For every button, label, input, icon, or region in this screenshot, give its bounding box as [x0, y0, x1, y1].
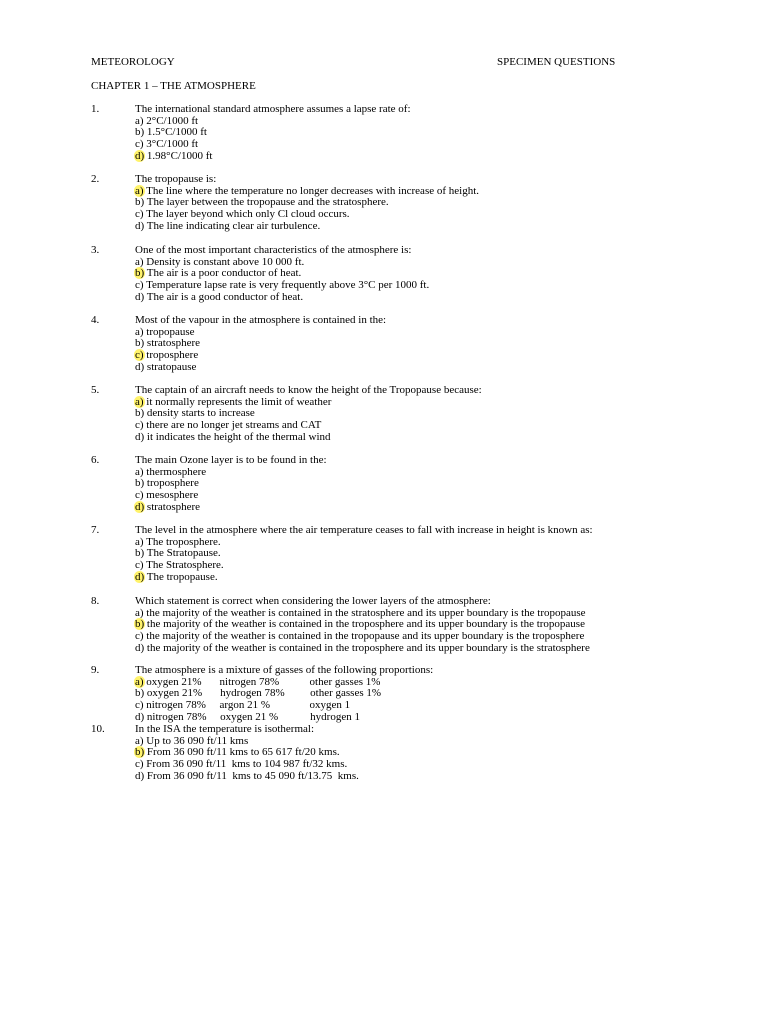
answer-option-d [135, 572, 593, 584]
question-stem: The level in the atmosphere where the air temperature ceases to fall with increase in height is known as: [135, 524, 593, 536]
correct-answer-marker: d) [135, 500, 145, 513]
option-letter: a) [135, 465, 144, 478]
correct-answer-marker: b) [135, 746, 145, 759]
option-column-3: oxygen 1 [309, 699, 351, 712]
answer-option-d [135, 362, 386, 374]
option-letter: d) [135, 710, 145, 723]
option-letter: d) [135, 219, 145, 232]
answer-option-d [135, 643, 590, 655]
option-column-1: nitrogen 78% [143, 699, 206, 712]
option-text: 1.5°C/1000 ft [144, 126, 207, 139]
option-letter: c) [135, 138, 144, 151]
question-body [135, 724, 359, 783]
option-text: the majority of the weather is contained in the troposphere and its upper boundary is the tropopause [144, 618, 585, 631]
correct-answer-marker: a) [135, 395, 144, 408]
option-text: there are no longer jet streams and CAT [143, 419, 322, 432]
question-number: 10. [91, 723, 105, 735]
question-number: 4. [91, 314, 100, 326]
option-column-3: hydrogen 1 [310, 710, 360, 723]
correct-answer-marker: d) [135, 149, 145, 162]
answer-option-d [135, 771, 359, 783]
question-stem: The main Ozone layer is to be found in the: [135, 454, 327, 466]
option-column-3: other gasses 1% [309, 675, 381, 688]
option-column-1: oxygen 21% [143, 675, 202, 688]
question-number: 2. [91, 173, 100, 185]
option-text: stratosphere [144, 337, 201, 350]
option-text: tropopause [143, 325, 195, 338]
option-text: density starts to increase [144, 407, 255, 420]
option-text: Up to 36 090 ft/11 kms [143, 734, 249, 747]
answer-option-d [135, 292, 429, 304]
option-text: the majority of the weather is contained in the tropopause and its upper boundary is the troposphere [143, 630, 585, 643]
answer-option-d [135, 432, 482, 444]
option-letter: c) [135, 489, 144, 502]
question-number: 3. [91, 244, 100, 256]
option-letter: b) [135, 477, 145, 490]
option-letter: b) [135, 337, 145, 350]
question-number: 6. [91, 454, 100, 466]
option-text: it normally represents the limit of weather [143, 395, 332, 408]
option-letter: a) [135, 606, 144, 619]
option-text: 2°C/1000 ft [143, 114, 199, 127]
option-letter: c) [135, 699, 144, 712]
option-column-2: argon 21 % [219, 699, 271, 712]
option-text: the majority of the weather is contained in the troposphere and its upper boundary is the stratosphere [144, 641, 590, 654]
question-number: 8. [91, 595, 100, 607]
question-stem: The international standard atmosphere assumes a lapse rate of: [135, 103, 411, 115]
option-text: The tropopause. [144, 570, 218, 583]
answer-option-d [135, 712, 433, 724]
option-letter: c) [135, 559, 144, 572]
answer-option-d [135, 221, 479, 233]
option-text: The line where the temperature no longer decreases with increase of height. [143, 184, 480, 197]
question-stem: The captain of an aircraft needs to know the height of the Tropopause because: [135, 384, 482, 396]
question-stem: In the ISA the temperature is isothermal: [135, 723, 315, 735]
question-body [135, 455, 327, 514]
question-body [135, 665, 433, 724]
question-stem: The atmosphere is a mixture of gasses of the following proportions: [135, 664, 434, 676]
option-text: 3°C/1000 ft [143, 138, 199, 151]
option-column-1: oxygen 21% [144, 687, 203, 700]
correct-answer-marker: b) [135, 267, 145, 280]
question-stem: The tropopause is: [135, 173, 217, 185]
option-text: the majority of the weather is contained in the stratosphere and its upper boundary is the tropopause [143, 606, 586, 619]
question-body [135, 596, 590, 655]
option-text: mesosphere [143, 489, 199, 502]
option-letter: d) [135, 430, 145, 443]
option-text: thermosphere [143, 465, 207, 478]
option-letter: d) [135, 769, 145, 782]
option-letter: a) [135, 535, 144, 548]
option-letter: a) [135, 114, 144, 127]
option-letter: b) [135, 196, 145, 209]
option-text: 1.98°C/1000 ft [144, 149, 213, 162]
option-text: From 36 090 ft/11 kms to 65 617 ft/20 kms. [144, 746, 340, 759]
option-letter: d) [135, 641, 145, 654]
option-text: Temperature lapse rate is very frequently above 3°C per 1000 ft. [143, 279, 430, 292]
correct-answer-marker: d) [135, 570, 145, 583]
option-column-3: other gasses 1% [310, 687, 382, 700]
question-body [135, 245, 429, 304]
option-letter: c) [135, 208, 144, 221]
option-column-1: nitrogen 78% [144, 710, 207, 723]
answer-option-d [135, 151, 411, 163]
option-letter: a) [135, 325, 144, 338]
question-number: 9. [91, 664, 100, 676]
option-letter: d) [135, 360, 145, 373]
question-number: 7. [91, 524, 100, 536]
option-letter: b) [135, 687, 145, 700]
option-letter: b) [135, 126, 145, 139]
option-text: The air is a poor conductor of heat. [144, 267, 302, 280]
option-text: The air is a good conductor of heat. [144, 290, 304, 303]
question-stem: Which statement is correct when considering the lower layers of the atmosphere: [135, 595, 491, 607]
option-text: The Stratosphere. [143, 559, 224, 572]
header-title: SPECIMEN QUESTIONS [497, 56, 616, 68]
option-letter: a) [135, 734, 144, 747]
question-stem: One of the most important characteristics of the atmosphere is: [135, 244, 412, 256]
option-letter: b) [135, 407, 145, 420]
correct-answer-marker: b) [135, 618, 145, 631]
option-text: stratopause [144, 360, 197, 373]
answer-option-d [135, 502, 327, 514]
question-body [135, 174, 479, 233]
option-column-2: hydrogen 78% [220, 687, 285, 700]
chapter-heading: CHAPTER 1 – THE ATMOSPHERE [91, 80, 256, 92]
correct-answer-marker: c) [135, 349, 144, 362]
question-body [135, 315, 386, 374]
option-column-2: nitrogen 78% [219, 675, 280, 688]
option-letter: a) [135, 255, 144, 268]
option-text: From 36 090 ft/11 kms to 104 987 ft/32 kms. [143, 758, 348, 771]
question-body [135, 385, 482, 444]
question-stem: Most of the vapour in the atmosphere is contained in the: [135, 314, 387, 326]
option-letter: c) [135, 630, 144, 643]
option-text: Density is constant above 10 000 ft. [143, 255, 305, 268]
option-letter: b) [135, 547, 145, 560]
option-text: The Stratopause. [144, 547, 221, 560]
correct-answer-marker: a) [135, 675, 144, 688]
option-text: it indicates the height of the thermal wind [144, 430, 331, 443]
option-text: troposphere [143, 349, 199, 362]
header-subject: METEOROLOGY [91, 56, 175, 68]
option-text: stratosphere [144, 500, 201, 513]
question-number: 5. [91, 384, 100, 396]
option-text: The troposphere. [143, 535, 221, 548]
option-column-2: oxygen 21 % [220, 710, 279, 723]
option-letter: c) [135, 279, 144, 292]
option-letter: d) [135, 290, 145, 303]
option-text: troposphere [144, 477, 199, 490]
option-letter: c) [135, 758, 144, 771]
option-text: From 36 090 ft/11 kms to 45 090 ft/13.75 kms. [144, 769, 359, 782]
option-text: The layer between the tropopause and the stratosphere. [144, 196, 389, 209]
correct-answer-marker: a) [135, 184, 144, 197]
question-body [135, 104, 411, 163]
option-letter: c) [135, 419, 144, 432]
option-text: The layer beyond which only Cl cloud occurs. [143, 208, 350, 221]
question-number: 1. [91, 103, 100, 115]
question-body [135, 525, 593, 584]
option-text: The line indicating clear air turbulence. [144, 219, 321, 232]
